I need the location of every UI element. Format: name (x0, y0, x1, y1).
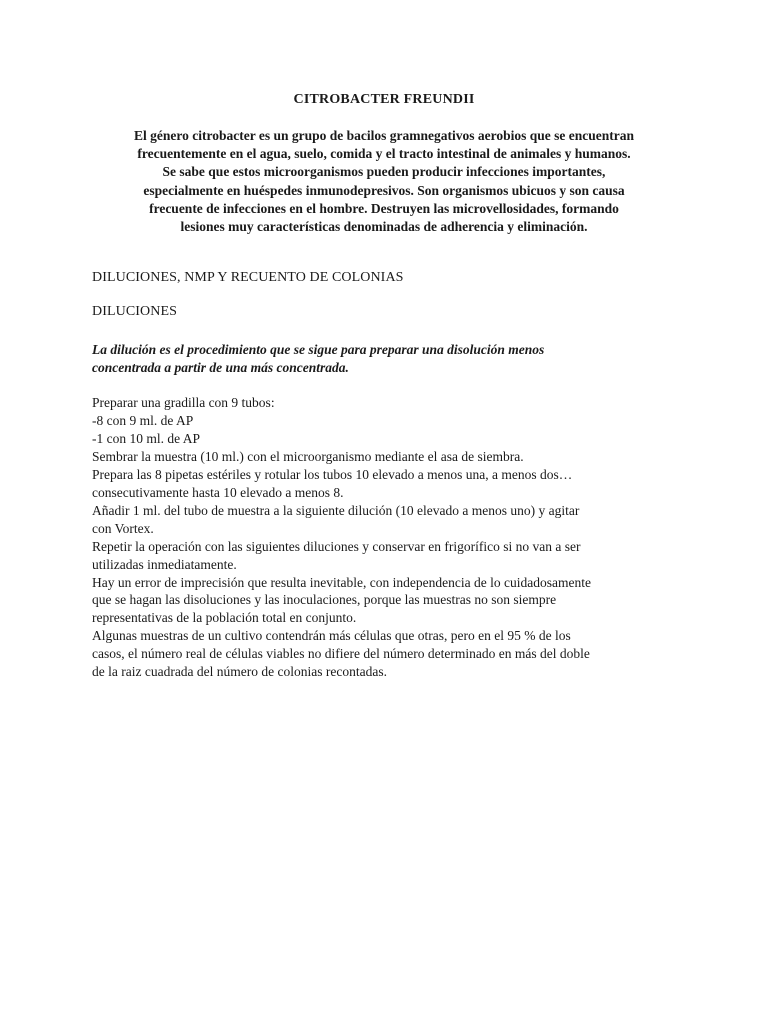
subsection-heading: DILUCIONES (92, 304, 177, 319)
intro-line: especialmente en huéspedes inmunodepresivos. Son organismos ubicuos y son causa (143, 182, 625, 198)
body-line: con Vortex. (92, 520, 154, 536)
intro-line: frecuente de infecciones en el hombre. Destruyen las microvellosidades, formando (149, 200, 619, 216)
body-line: -8 con 9 ml. de AP (92, 412, 194, 428)
body-line: casos, el número real de células viables no difiere del número determinado en más del doble (92, 646, 590, 662)
definition-line: concentrada a partir de una más concentrada. (92, 360, 349, 375)
definition-line: La dilución es el procedimiento que se sigue para preparar una disolución menos (92, 342, 545, 357)
intro-line: frecuentemente en el agua, suelo, comida y el tracto intestinal de animales y humanos. (137, 146, 631, 162)
procedure-text (92, 394, 692, 681)
definition-paragraph (92, 341, 692, 377)
intro-paragraph (92, 127, 676, 236)
body-line: que se hagan las disoluciones y las inoculaciones, porque las muestras no son siempre (92, 592, 557, 608)
document-title: CITROBACTER FREUNDII (293, 92, 475, 107)
body-line: Añadir 1 ml. del tubo de muestra a la siguiente dilución (10 elevado a menos uno) y agitar (92, 502, 580, 518)
body-line: representativas de la población total en conjunto. (92, 610, 357, 626)
body-line: utilizadas inmediatamente. (92, 556, 237, 572)
body-line: Sembrar la muestra (10 ml.) con el microorganismo mediante el asa de siembra. (92, 448, 524, 464)
body-line: Prepara las 8 pipetas estériles y rotular los tubos 10 elevado a menos una, a menos dos… (92, 466, 573, 482)
body-line: Preparar una gradilla con 9 tubos: (92, 395, 275, 410)
section-heading: DILUCIONES, NMP Y RECUENTO DE COLONIAS (92, 270, 404, 285)
body-line: de la raiz cuadrada del número de colonias recontadas. (92, 664, 387, 680)
body-line: Repetir la operación con las siguientes diluciones y conservar en frigorífico si no van a ser (92, 538, 581, 554)
body-line: Algunas muestras de un cultivo contendrán más células que otras, pero en el 95 % de los (92, 628, 571, 644)
intro-line: El género citrobacter es un grupo de bacilos gramnegativos aerobios que se encuentran (134, 128, 634, 143)
intro-line: Se sabe que estos microorganismos pueden producir infecciones importantes, (162, 164, 606, 180)
body-line: -1 con 10 ml. de AP (92, 430, 200, 446)
intro-line: lesiones muy características denominadas de adherencia y eliminación. (180, 219, 588, 235)
body-line: consecutivamente hasta 10 elevado a menos 8. (92, 484, 344, 500)
body-line: Hay un error de imprecisión que resulta inevitable, con independencia de lo cuidadosamente (92, 574, 591, 590)
